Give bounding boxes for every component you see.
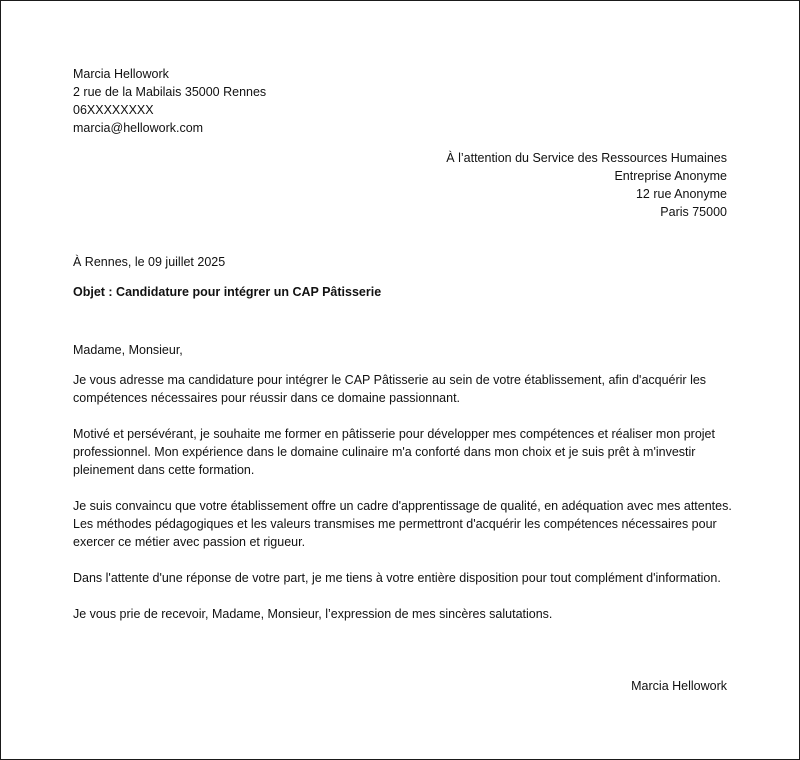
sender-address: 2 rue de la Mabilais 35000 Rennes bbox=[73, 85, 267, 99]
recipient-block bbox=[446, 149, 727, 221]
letter-date: À Rennes, le 09 juillet 2025 bbox=[73, 255, 226, 269]
sender-phone: 06XXXXXXXX bbox=[73, 103, 154, 117]
sender-name: Marcia Hellowork bbox=[73, 67, 169, 81]
recipient-street: 12 rue Anonyme bbox=[635, 187, 727, 201]
letter-subject: Objet : Candidature pour intégrer un CAP Pâtisserie bbox=[73, 285, 382, 299]
signature: Marcia Hellowork bbox=[631, 679, 727, 693]
recipient-city: Paris 75000 bbox=[660, 205, 727, 219]
body-paragraph: Je vous adresse ma candidature pour intégrer le CAP Pâtisserie au sein de votre établissement, afin d'acquérir les compétences nécessaires pour réussir dans ce domaine passionnant. bbox=[73, 373, 707, 405]
closing-paragraph: Je vous prie de recevoir, Madame, Monsieur, l’expression de mes sincères salutations. bbox=[73, 607, 553, 621]
recipient-company: Entreprise Anonyme bbox=[614, 169, 727, 183]
salutation: Madame, Monsieur, bbox=[73, 343, 183, 357]
body-paragraph: Motivé et persévérant, je souhaite me former en pâtisserie pour développer mes compétences et réaliser mon projet professionnel. Mon expérience dans le domaine culinaire m'a conforté dans mon choix et je suis prêt à m'investir pleinement dans cette formation. bbox=[73, 427, 715, 477]
body-paragraph: Je suis convaincu que votre établissement offre un cadre d'apprentissage de qualité, en adéquation avec mes attentes. Les méthodes pédagogiques et les valeurs transmises me permettront d'acquérir les compétences nécessaires pour exercer ce métier avec passion et rigueur. bbox=[73, 499, 732, 549]
letter-body bbox=[73, 341, 733, 641]
sender-email: marcia@hellowork.com bbox=[73, 121, 204, 135]
sender-block bbox=[73, 65, 266, 137]
recipient-attention: À l’attention du Service des Ressources Humaines bbox=[446, 151, 727, 165]
body-paragraph: Dans l'attente d'une réponse de votre part, je me tiens à votre entière disposition pour tout complément d'information. bbox=[73, 571, 721, 585]
